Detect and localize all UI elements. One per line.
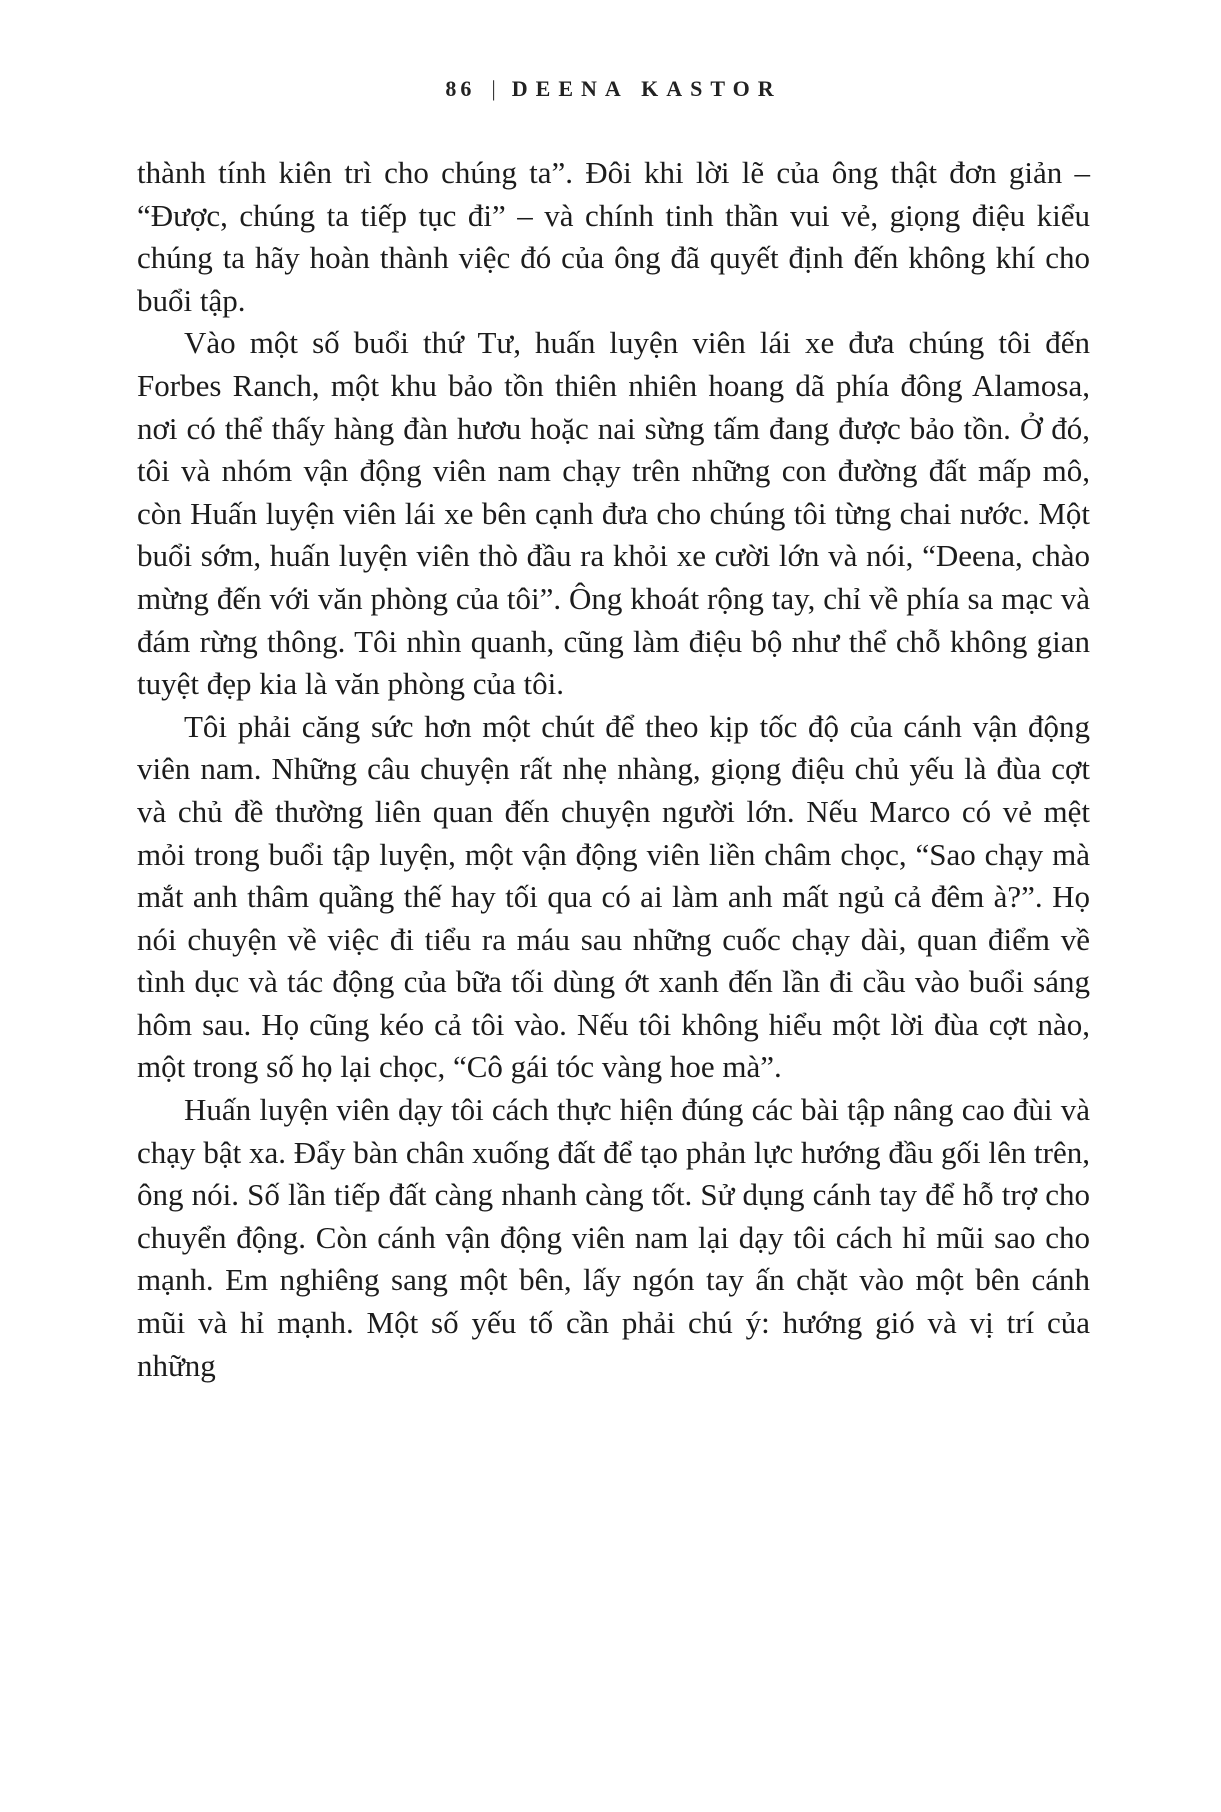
page-header <box>137 76 1090 102</box>
header-separator: | <box>491 76 496 101</box>
page-number: 86 <box>445 76 476 101</box>
paragraph-continuation: thành tính kiên trì cho chúng ta”. Đôi khi lời lẽ của ông thật đơn giản – “Được, chúng ta tiếp tục đi” – và chính tinh thần vui vẻ, giọng điệu kiểu chúng ta hãy hoàn thành việc đó của ông đã quyết định đến không khí cho buổi tập. <box>137 155 1090 318</box>
running-title: DEENA KASTOR <box>511 76 782 101</box>
paragraph: Tôi phải căng sức hơn một chút để theo kịp tốc độ của cánh vận động viên nam. Những câu chuyện rất nhẹ nhàng, giọng điệu chủ yếu là đùa cợt và chủ đề thường liên quan đến chuyện người lớn. Nếu Marco có vẻ mệt mỏi trong buổi tập luyện, một vận động viên liền châm chọc, “Sao chạy mà mắt anh thâm quầng thế hay tối qua có ai làm anh mất ngủ cả đêm à?”. Họ nói chuyện về việc đi tiểu ra máu sau những cuốc chạy dài, quan điểm về tình dục và tác động của bữa tối dùng ớt xanh đến lần đi cầu vào buổi sáng hôm sau. Họ cũng kéo cả tôi vào. Nếu tôi không hiểu một lời đùa cợt nào, một trong số họ lại chọc, “Cô gái tóc vàng hoe mà”. <box>137 708 1090 1085</box>
page-body <box>137 152 1090 1387</box>
paragraph: Huấn luyện viên dạy tôi cách thực hiện đúng các bài tập nâng cao đùi và chạy bật xa. Đẩy bàn chân xuống đất để tạo phản lực hướng đầu gối lên trên, ông nói. Số lần tiếp đất càng nhanh càng tốt. Sử dụng cánh tay để hỗ trợ cho chuyển động. Còn cánh vận động viên nam lại dạy tôi cách hỉ mũi sao cho mạnh. Em nghiêng sang một bên, lấy ngón tay ấn chặt vào một bên cánh mũi và hỉ mạnh. Một số yếu tố cần phải chú ý: hướng gió và vị trí của những <box>137 1092 1090 1383</box>
paragraph: Vào một số buổi thứ Tư, huấn luyện viên lái xe đưa chúng tôi đến Forbes Ranch, một khu bảo tồn thiên nhiên hoang dã phía đông Alamosa, nơi có thể thấy hàng đàn hươu hoặc nai sừng tấm đang được bảo tồn. Ở đó, tôi và nhóm vận động viên nam chạy trên những con đường đất mấp mô, còn Huấn luyện viên lái xe bên cạnh đưa cho chúng tôi từng chai nước. Một buổi sớm, huấn luyện viên thò đầu ra khỏi xe cười lớn và nói, “Deena, chào mừng đến với văn phòng của tôi”. Ông khoát rộng tay, chỉ về phía sa mạc và đám rừng thông. Tôi nhìn quanh, cũng làm điệu bộ như thể chỗ không gian tuyệt đẹp kia là văn phòng của tôi. <box>137 325 1090 702</box>
